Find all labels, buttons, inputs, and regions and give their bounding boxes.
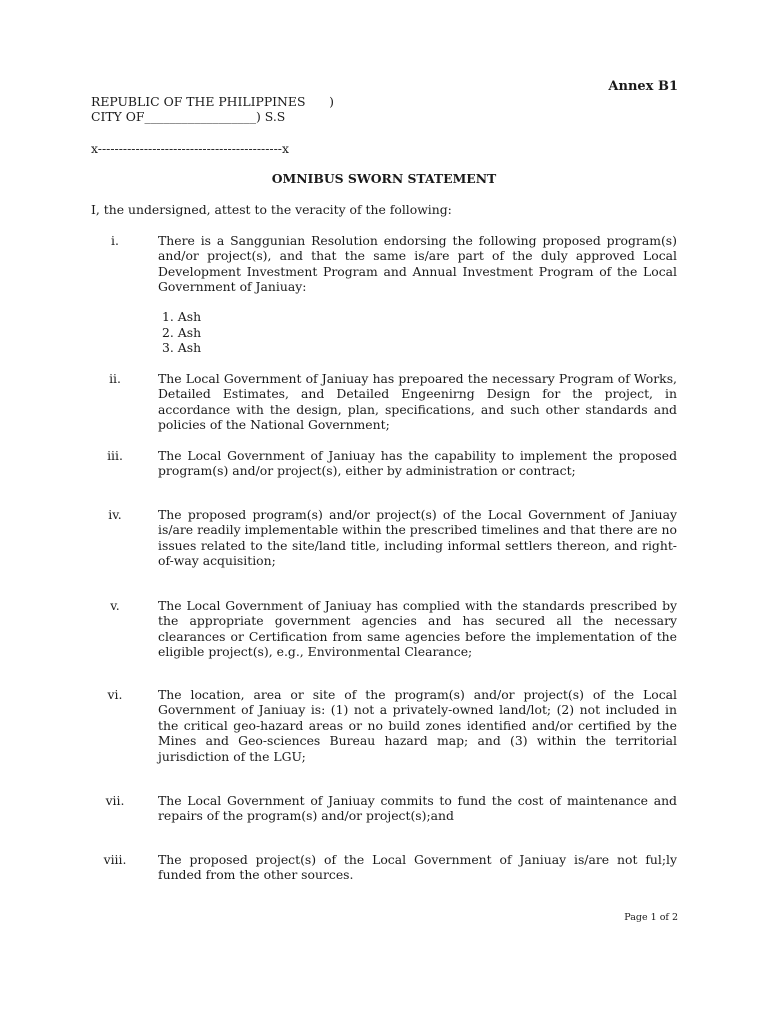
item-number: iv. bbox=[108, 507, 122, 522]
sublist-item: 1. Ash bbox=[162, 309, 202, 324]
city-line: CITY OF__________________) S.S bbox=[91, 109, 286, 124]
page-number: Page 1 of 2 bbox=[624, 912, 678, 923]
separator-line: x--------------------------------------------x bbox=[91, 141, 289, 156]
item-text: The proposed project(s) of the Local Government of Janiuay is/are not ful;ly funded from the other sources. bbox=[158, 852, 677, 883]
republic-line: REPUBLIC OF THE PHILIPPINES ) bbox=[91, 94, 334, 109]
annex-label: Annex B1 bbox=[608, 79, 678, 94]
item-number: ii. bbox=[109, 371, 121, 386]
item-number: i. bbox=[111, 233, 119, 248]
item-text: The Local Government of Janiuay has prepoared the necessary Program of Works, Detailed Estimates, and Detailed Engeenirng Design for the project, in accordance with the design, plan, specifications, and such other standards and policies of the National Government; bbox=[158, 371, 677, 433]
item-text: The Local Government of Janiuay has complied with the standards prescribed by the appropriate government agencies and has secured all the necessary clearances or Certification from same agencies before the implementation of the eligible project(s), e.g., Environmental Clearance; bbox=[158, 598, 677, 660]
item-text: The proposed program(s) and/or project(s) of the Local Government of Janiuay is/are readily implementable within the prescribed timelines and that there are no issues related to the site/land title, including informal settlers thereon, and right-of-way acquisition; bbox=[158, 507, 677, 569]
item-text: The Local Government of Janiuay commits to fund the cost of maintenance and repairs of the program(s) and/or project(s);and bbox=[158, 793, 677, 824]
item-text: The Local Government of Janiuay has the capability to implement the proposed program(s) and/or project(s), either by administration or contract; bbox=[158, 448, 677, 479]
document-title: OMNIBUS SWORN STATEMENT bbox=[271, 171, 497, 186]
item-text: There is a Sanggunian Resolution endorsing the following proposed program(s) and/or project(s), and that the same is/are part of the duly approved Local Development Investment Program and Annual Investment Program of the Local Government of Janiuay: bbox=[158, 233, 677, 295]
sublist-item: 3. Ash bbox=[162, 340, 202, 355]
item-number: vi. bbox=[107, 687, 123, 702]
item-number: viii. bbox=[103, 852, 127, 867]
item-text: The location, area or site of the program(s) and/or project(s) of the Local Government of Janiuay is: (1) not a privately-owned land/lot; (2) not included in the critical geo-hazard areas or no build zones identified and/or certified by the Mines and Geo-sciences Bureau hazard map; and (3) within the territorial jurisdiction of the LGU; bbox=[158, 687, 677, 764]
item-number: v. bbox=[110, 598, 120, 613]
intro-text: I, the undersigned, attest to the veracity of the following: bbox=[91, 202, 452, 217]
sublist-item: 2. Ash bbox=[162, 325, 202, 340]
item-number: iii. bbox=[107, 448, 123, 463]
item-number: vii. bbox=[105, 793, 125, 808]
